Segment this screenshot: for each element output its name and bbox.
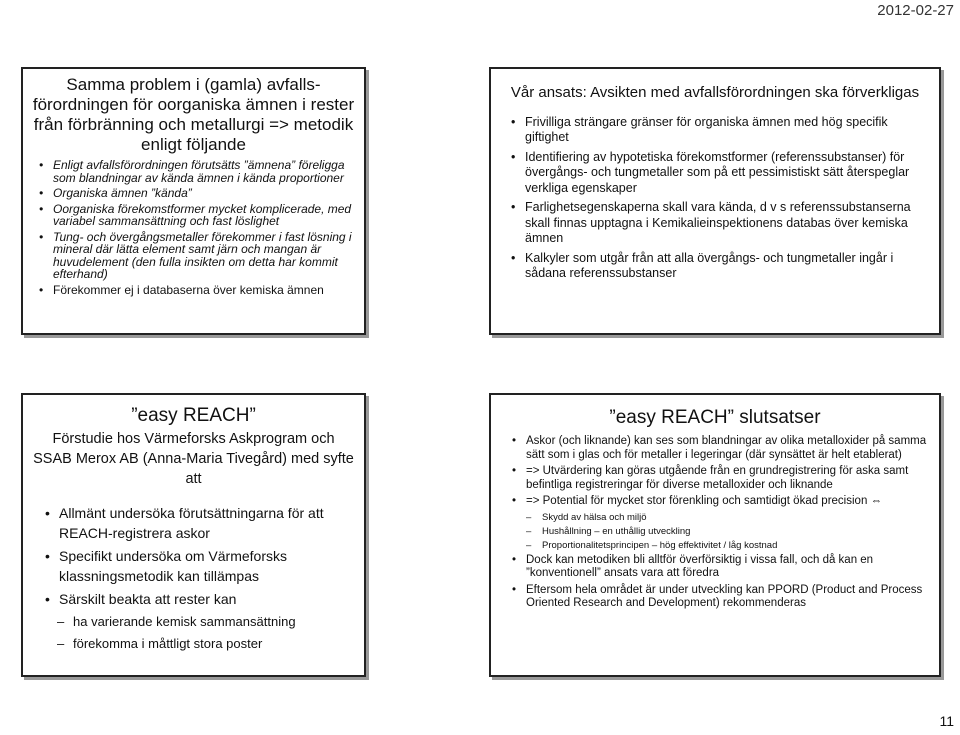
- slide-2: [489, 67, 941, 335]
- list-item: • Farlighetsegenskaperna skall vara kända, d v s referenssubstanserna skall finnas upptagna i Kemikalieinspektionens databas över kemiska ämnen: [525, 200, 927, 247]
- sub-list-item: – förekomma i måttligt stora poster: [73, 634, 354, 654]
- list-item: • Förekommer ej i databaserna över kemiska ämnen: [53, 284, 354, 297]
- slide-1: [21, 67, 366, 335]
- slide-4-bullets: [491, 435, 939, 611]
- list-item: • Identifiering av hypotetiska förekomstformer (referenssubstanser) för övergångs- och tungmetaller som på ett pessimistiskt sätt återspeglar verkliga egenskaper: [525, 150, 927, 197]
- list-item: • Särskilt beakta att rester kan: [59, 589, 354, 609]
- slide-4-title: ”easy REACH” slutsatser: [609, 407, 821, 428]
- page-number: 11: [939, 713, 954, 729]
- slide-3: [21, 393, 366, 677]
- slide-3-subtitle: Förstudie hos Värmeforsks Askprogram och SSAB Merox AB (Anna-Maria Tivegård) med syfte att: [33, 431, 354, 488]
- sub-list-item: – Skydd av hälsa och miljö: [542, 512, 929, 524]
- slide-4: [489, 393, 941, 677]
- slide-2-title: Vår ansats: Avsikten med avfallsförordningen ska förverkligas: [510, 84, 920, 101]
- sub-list-item: – Proportionalitetsprincipen – hög effektivitet / låg kostnad: [542, 540, 929, 552]
- list-item: • Eftersom hela området är under utveckling kan PPORD (Product and Process Oriented Research and Development) rekommenderas: [526, 584, 929, 611]
- list-item: • Tung- och övergångsmetaller förekommer i fast lösning i mineral där lätta element samt järn och mangan är huvudelement (den fulla insikten om detta har kommit efterhand): [53, 231, 354, 281]
- header-date: 2012-02-27: [877, 2, 954, 19]
- list-item: • Allmänt undersöka förutsättningarna för att REACH-registrera askor: [59, 503, 354, 543]
- list-item: • Specifikt undersöka om Värmeforsks klassningsmetodik kan tillämpas: [59, 546, 354, 586]
- slide-1-title: Samma problem i (gamla) avfalls-förordningen för oorganiska ämnen i rester från förbränning och metallurgi => metodik enligt följande: [32, 75, 355, 155]
- list-item: • => Utvärdering kan göras utgående från en grundregistrering för aska samt befintliga registreringar för diverse metalloxider och liknande: [526, 465, 929, 492]
- slide-3-bullets: [23, 503, 364, 654]
- list-item: • Organiska ämnen ”kända”: [53, 187, 354, 200]
- list-item: • Askor (och liknande) kan ses som blandningar av olika metalloxider på samma sätt som i glas och för metaller i legeringar (där synsättet är helt etablerat): [526, 435, 929, 462]
- list-item: • Kalkyler som utgår från att alla övergångs- och tungmetaller ingår i sådana referenssubstanser: [525, 251, 927, 282]
- list-item: • => Potential för mycket stor förenkling och samtidigt ökad precision ⇔: [526, 495, 929, 509]
- slide-1-bullets: [23, 159, 364, 296]
- list-item: • Dock kan metodiken bli alltför överförsiktig i vissa fall, och då kan en ”konventionell” ansats vara att föredra: [526, 554, 929, 581]
- sub-list-item: – Hushållning – en uthållig utveckling: [542, 526, 929, 538]
- slide-2-bullets: [491, 115, 939, 282]
- slide-3-title: ”easy REACH”: [131, 405, 256, 426]
- list-item: • Frivilliga strängare gränser för organiska ämnen med hög specifik giftighet: [525, 115, 927, 146]
- list-item: • Enligt avfallsförordningen förutsätts ”ämnena” föreligga som blandningar av kända ämnen i kända proportioner: [53, 159, 354, 184]
- list-item: • Oorganiska förekomstformer mycket komplicerade, med variabel sammansättning och fast löslighet: [53, 203, 354, 228]
- sub-list-item: – ha varierande kemisk sammansättning: [73, 612, 354, 632]
